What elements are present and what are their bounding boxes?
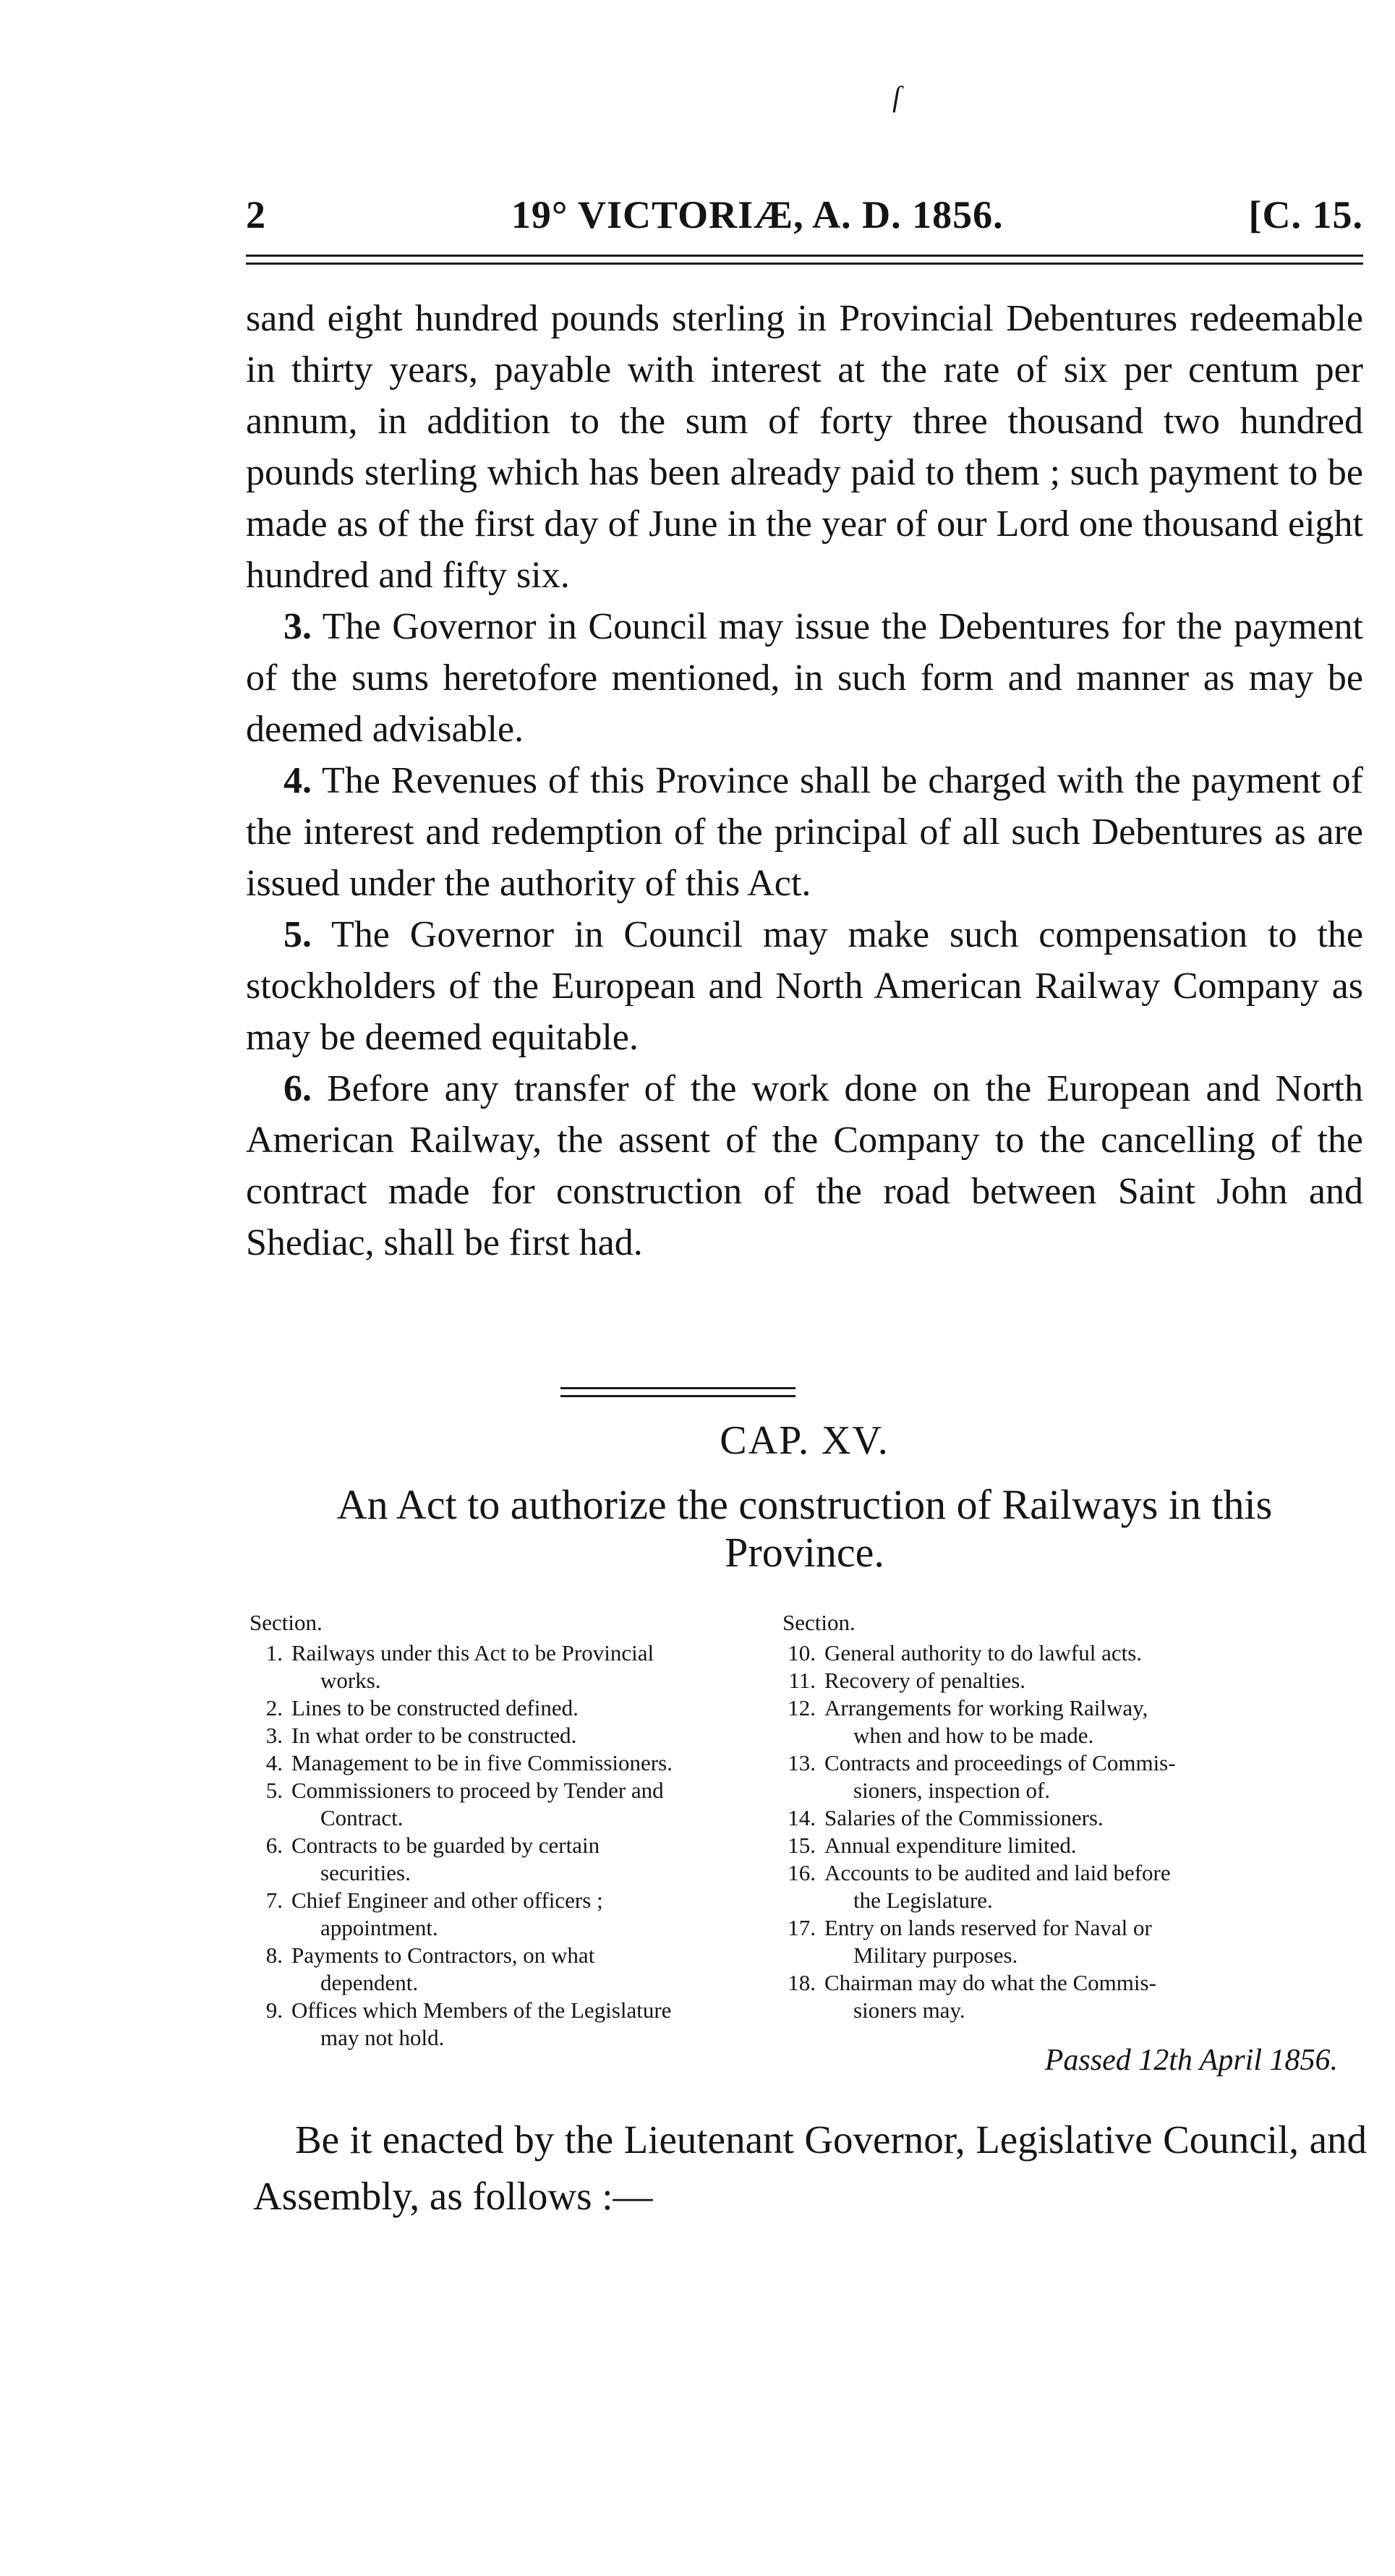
- index-entry-line: Commissioners to proceed by Tender and: [291, 1778, 664, 1803]
- index-entry-number: 13.: [788, 1750, 816, 1775]
- index-entry-line: General authority to do lawful acts.: [824, 1640, 1143, 1666]
- index-entry-line: Contracts to be guarded by certain: [291, 1833, 600, 1858]
- index-entry: [782, 1749, 1361, 1804]
- index-entry: [782, 1804, 1361, 1832]
- index-entry-line: Offices which Members of the Legislature: [291, 1997, 672, 2023]
- index-entry-text: [291, 1777, 788, 1832]
- index-entry-number: 1.: [265, 1640, 283, 1666]
- top-mark: ſ: [892, 80, 901, 113]
- index-entry-text: [291, 1942, 788, 1997]
- index-entry-text: [291, 1749, 788, 1777]
- index-entry-text: [824, 1667, 1361, 1694]
- index-entry-number: 3.: [265, 1723, 283, 1748]
- index-entry-text: [824, 1859, 1361, 1914]
- chapter-reference: [C. 15.: [1248, 193, 1363, 236]
- index-entry: [782, 1694, 1361, 1749]
- index-entry-number: 7.: [265, 1888, 283, 1913]
- index-entry-number: 15.: [788, 1833, 816, 1858]
- continuation-paragraph: sand eight hundred pounds sterling in Provincial Debentures redeemable in thirty years, payable with interest at the rate of six per centum per annum, in addition to the sum of forty three thousand two hundred pounds sterling which has been already paid to them ; such payment to be made as of the first day of June in the year of our Lord one thousand eight hundred and fifty six.: [246, 298, 1363, 596]
- section-4: [246, 755, 1363, 909]
- running-head: [246, 189, 1363, 240]
- header-rule: [246, 255, 1363, 265]
- act-title-line-2: Province.: [725, 1529, 884, 1576]
- index-entry-line: Salaries of the Commissioners.: [824, 1805, 1104, 1830]
- section-3: [246, 601, 1363, 755]
- index-entry: [249, 1832, 788, 1887]
- section-index-heading: Section.: [249, 1610, 323, 1635]
- index-entry-text: [291, 1722, 788, 1749]
- index-entry-number: 6.: [265, 1833, 283, 1858]
- index-entry: [782, 1667, 1361, 1694]
- index-entry-text: [824, 1639, 1361, 1667]
- body-text: [246, 293, 1363, 1268]
- index-entry-text: [291, 1887, 788, 1942]
- index-entry-line: dependent.: [320, 1970, 419, 1995]
- index-entry-line: may not hold.: [320, 2025, 445, 2050]
- running-head-title: 19° VICTORIÆ, A. D. 1856.: [511, 193, 1004, 236]
- index-entry-line: the Legislature.: [853, 1888, 993, 1913]
- index-entry-line: securities.: [320, 1860, 411, 1885]
- enacting-clause-text: Be it enacted by the Lieutenant Governor, Legislative Council, and Assembly, as follows :—: [253, 2117, 1367, 2218]
- index-entry: [249, 1722, 788, 1749]
- index-entry-line: Contracts and proceedings of Commis-: [824, 1750, 1176, 1775]
- index-entry-line: appointment.: [320, 1915, 438, 1940]
- index-entry-text: [291, 1832, 788, 1887]
- index-entry-line: Payments to Contractors, on what: [291, 1942, 595, 1968]
- index-entry-line: Military purposes.: [853, 1942, 1018, 1968]
- section-5: [246, 909, 1363, 1063]
- index-entry-line: when and how to be made.: [853, 1723, 1094, 1748]
- index-entry-number: 8.: [265, 1942, 283, 1968]
- index-entry: [249, 1997, 788, 2052]
- section-index-left: [249, 1609, 788, 2052]
- index-entry-number: 5.: [265, 1778, 283, 1803]
- index-entry-line: Chairman may do what the Commis-: [824, 1970, 1156, 1995]
- section-text: The Revenues of this Province shall be charged with the payment of the interest and redemption of the principal of all such Debentures as are issued under the authority of this Act.: [246, 760, 1363, 904]
- act-title-line-1: An Act to authorize the construction of Railways in this: [336, 1481, 1273, 1528]
- index-entry-line: Chief Engineer and other officers ;: [291, 1888, 603, 1913]
- index-entry-text: [824, 1832, 1361, 1859]
- index-entry: [782, 1859, 1361, 1914]
- index-entry-number: 9.: [265, 1997, 283, 2023]
- section-text: The Governor in Council may issue the Debentures for the payment of the sums heretofore mentioned, in such form and manner as may be deemed advisable.: [246, 606, 1364, 750]
- index-entry-line: works.: [320, 1668, 381, 1693]
- index-entry-number: 18.: [788, 1970, 816, 1995]
- index-entry-text: [824, 1804, 1361, 1832]
- index-entry-line: In what order to be constructed.: [291, 1723, 577, 1748]
- index-entry: [249, 1777, 788, 1832]
- index-entry-number: 10.: [788, 1640, 816, 1666]
- index-entry-line: Annual expenditure limited.: [824, 1833, 1077, 1858]
- section-index-right: [782, 1609, 1361, 2024]
- chapter-title: CAP. XV.: [720, 1418, 890, 1463]
- index-entry-number: 11.: [788, 1668, 816, 1693]
- index-entry-number: 12.: [788, 1695, 816, 1720]
- index-entry-number: 17.: [788, 1915, 816, 1940]
- section-text: Before any transfer of the work done on the European and North American Railway, the assent of the Company to the cancelling of the contract made for construction of the road between Saint John and Shediac, shall be first had.: [246, 1068, 1363, 1263]
- index-entry: [782, 1639, 1361, 1667]
- index-entry-line: Accounts to be audited and laid before: [824, 1860, 1171, 1885]
- index-entry-text: [291, 1694, 788, 1722]
- index-entry-number: 4.: [265, 1750, 283, 1775]
- index-entry: [249, 1639, 788, 1694]
- index-entry-line: Contract.: [320, 1805, 404, 1830]
- index-entry-line: Railways under this Act to be Provincial: [291, 1640, 654, 1666]
- index-entry-number: 2.: [265, 1695, 283, 1720]
- page-number: 2: [246, 193, 266, 236]
- index-entry-text: [291, 1639, 788, 1694]
- index-entry-number: 16.: [788, 1860, 816, 1885]
- index-entry-line: Recovery of penalties.: [824, 1668, 1026, 1693]
- index-entry-line: sioners may.: [853, 1997, 965, 2023]
- index-entry-number: 14.: [788, 1805, 816, 1830]
- index-entry-text: [824, 1969, 1361, 2024]
- index-entry: [249, 1749, 788, 1777]
- section-number: 4.: [283, 760, 312, 801]
- section-number: 6.: [283, 1068, 312, 1109]
- index-entry: [249, 1887, 788, 1942]
- section-number: 3.: [283, 606, 312, 647]
- index-entry: [782, 1914, 1361, 1969]
- index-entry: [249, 1694, 788, 1722]
- index-entry-text: [824, 1914, 1361, 1969]
- section-divider: [560, 1387, 795, 1397]
- section-index-heading: Section.: [782, 1610, 856, 1635]
- section-6: [246, 1063, 1363, 1268]
- index-entry-line: Arrangements for working Railway,: [824, 1695, 1148, 1720]
- section-number: 5.: [283, 914, 312, 955]
- act-title: [246, 1481, 1363, 1577]
- index-entry-line: Lines to be constructed defined.: [291, 1695, 579, 1720]
- index-entry-text: [291, 1997, 788, 2052]
- section-text: The Governor in Council may make such compensation to the stockholders of the European and North American Railway Company as may be deemed equitable.: [246, 914, 1363, 1058]
- index-entry-line: sioners, inspection of.: [853, 1778, 1051, 1803]
- enacting-clause: [253, 2112, 1367, 2225]
- index-entry-line: Entry on lands reserved for Naval or: [824, 1915, 1152, 1940]
- passed-date: Passed 12th April 1856.: [1044, 2044, 1338, 2077]
- index-entry: [782, 1969, 1361, 2024]
- index-entry-line: Management to be in five Commissioners.: [291, 1750, 673, 1775]
- index-entry-text: [824, 1694, 1361, 1749]
- index-entry-text: [824, 1749, 1361, 1804]
- index-entry: [782, 1832, 1361, 1859]
- index-entry: [249, 1942, 788, 1997]
